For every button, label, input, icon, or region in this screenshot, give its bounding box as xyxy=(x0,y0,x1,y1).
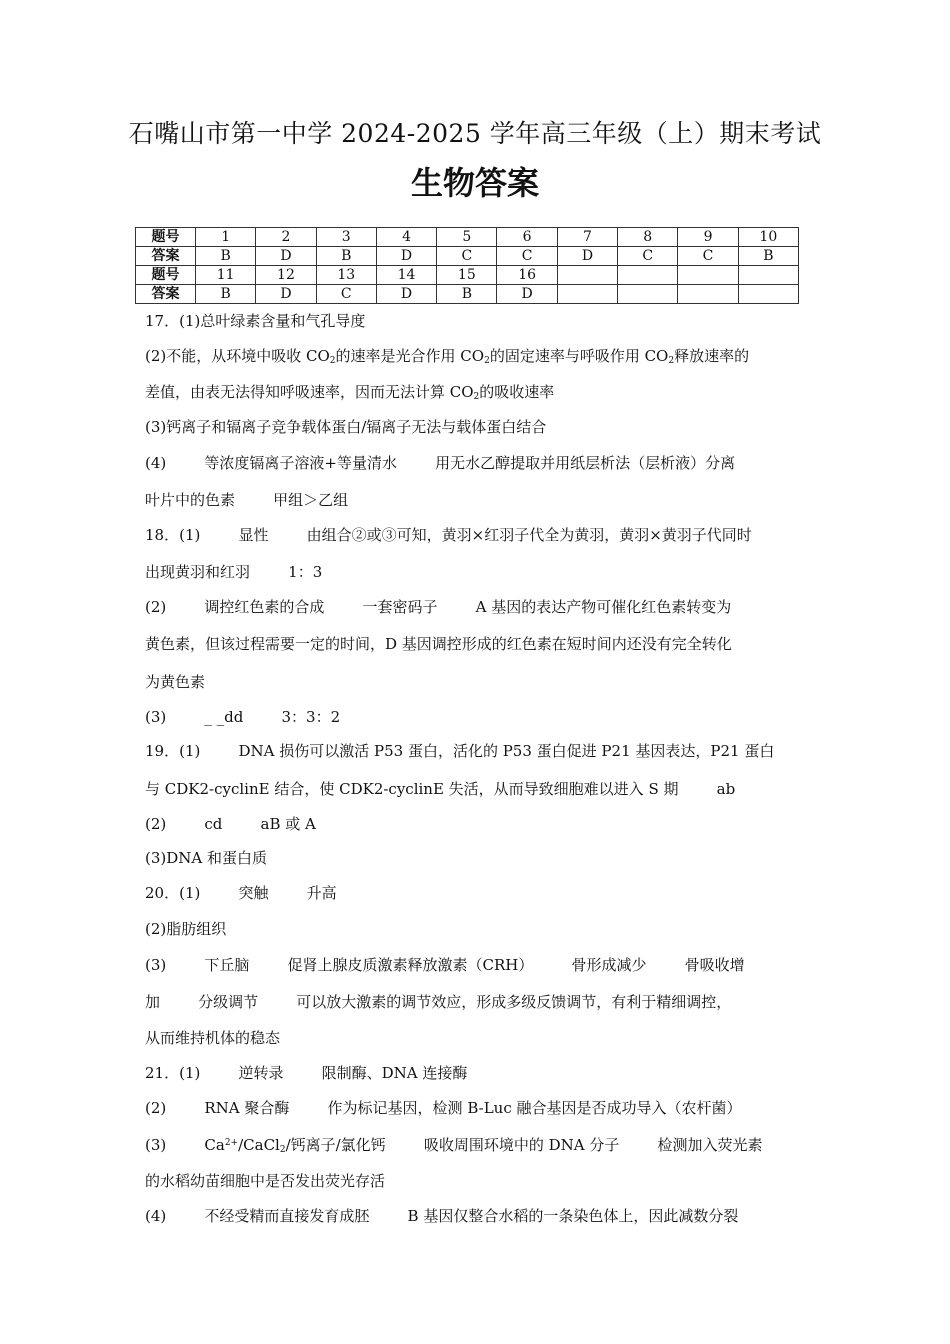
table-cell xyxy=(678,285,738,304)
text-span: 差值，由表无法得知呼吸速率，因而无法计算 CO xyxy=(145,383,474,401)
table-row xyxy=(136,285,799,304)
answer-line: (2) 调控红色素的合成 一套密码子 A 基因的表达产物可催化红色素转变为 xyxy=(145,598,732,616)
table-cell: 2 xyxy=(256,228,316,247)
subscript: 2 xyxy=(329,356,336,366)
table-cell: D xyxy=(376,247,436,266)
table-cell xyxy=(557,285,617,304)
table-cell: D xyxy=(376,285,436,304)
answer-line: 20．(1) 突触 升高 xyxy=(145,884,337,902)
table-cell: D xyxy=(256,247,316,266)
row-answer-label: 答案 xyxy=(136,285,196,304)
answer-line xyxy=(145,346,749,371)
table-cell xyxy=(618,266,678,285)
table-row xyxy=(136,228,799,247)
answer-line: (3)钙离子和镉离子竞争载体蛋白/镉离子无法与载体蛋白结合 xyxy=(145,418,547,436)
table-cell: D xyxy=(557,247,617,266)
answer-line xyxy=(145,1133,763,1160)
table-cell: D xyxy=(256,285,316,304)
page-title: 石嘴山市第一中学 2024-2025 学年高三年级（上）期末考试 xyxy=(128,119,822,148)
table-cell: 14 xyxy=(376,266,436,285)
table-cell: 15 xyxy=(437,266,497,285)
answer-line: (3) _ _dd 3：3：2 xyxy=(145,708,341,726)
table-cell: 3 xyxy=(316,228,376,247)
table-cell: 11 xyxy=(196,266,256,285)
answer-line: 为黄色素 xyxy=(145,673,206,691)
answer-line: 18．(1) 显性 由组合②或③可知，黄羽×红羽子代全为黄羽，黄羽×黄羽子代同时 xyxy=(145,526,752,544)
table-cell: 8 xyxy=(618,228,678,247)
answer-line: (2) cd aB 或 A xyxy=(145,815,316,833)
text-span: /CaCl xyxy=(238,1136,280,1154)
table-cell: 13 xyxy=(316,266,376,285)
table-cell: 5 xyxy=(437,228,497,247)
table-cell: B xyxy=(316,247,376,266)
answer-line: 黄色素，但该过程需要一定的时间，D 基因调控形成的红色素在短时间内还没有完全转化 xyxy=(145,635,732,653)
table-cell: C xyxy=(678,247,738,266)
text-span: (2)不能，从环境中吸收 CO xyxy=(145,347,330,365)
subscript: 2 xyxy=(668,356,675,366)
answer-table xyxy=(135,227,799,304)
answer-line: 与 CDK2-cyclinE 结合，使 CDK2-cyclinE 失活，从而导致细胞难以进入 S 期 ab xyxy=(145,780,736,798)
superscript: 2+ xyxy=(224,1138,239,1148)
table-cell xyxy=(557,266,617,285)
table-cell: B xyxy=(437,285,497,304)
table-cell xyxy=(738,266,798,285)
table-cell: B xyxy=(738,247,798,266)
answer-line: 从而维持机体的稳态 xyxy=(145,1029,281,1047)
table-cell: C xyxy=(497,247,557,266)
answer-line: 17．(1)总叶绿素含量和气孔导度 xyxy=(145,312,366,330)
subscript: 2 xyxy=(473,392,480,402)
table-cell: D xyxy=(497,285,557,304)
table-cell: 16 xyxy=(497,266,557,285)
answer-line: (3)DNA 和蛋白质 xyxy=(145,849,267,867)
text-span: 的速率是光合作用 CO xyxy=(335,347,485,365)
table-cell xyxy=(618,285,678,304)
table-cell xyxy=(738,285,798,304)
table-cell: 7 xyxy=(557,228,617,247)
table-cell: C xyxy=(316,285,376,304)
answer-line: (2) RNA 聚合酶 作为标记基因，检测 B-Luc 融合基因是否成功导入（农杆菌） xyxy=(145,1099,742,1117)
row-answer-label: 答案 xyxy=(136,247,196,266)
text-span: (3) Ca xyxy=(145,1136,225,1154)
table-cell: 12 xyxy=(256,266,316,285)
table-cell: 10 xyxy=(738,228,798,247)
row-header-label: 题号 xyxy=(136,228,196,247)
answer-line: 19．(1) DNA 损伤可以激活 P53 蛋白，活化的 P53 蛋白促进 P21 基因表达，P21 蛋白 xyxy=(145,742,775,760)
answer-line: 叶片中的色素 甲组＞乙组 xyxy=(145,491,349,509)
text-span: 的吸收速率 xyxy=(479,383,555,401)
table-cell xyxy=(678,266,738,285)
table-row xyxy=(136,266,799,285)
answer-line: (3) 下丘脑 促肾上腺皮质激素释放激素（CRH） 骨形成减少 骨吸收增 xyxy=(145,956,745,974)
table-cell: 1 xyxy=(196,228,256,247)
table-cell: 9 xyxy=(678,228,738,247)
table-cell: C xyxy=(618,247,678,266)
answer-line: (4) 等浓度镉离子溶液+等量清水 用无水乙醇提取并用纸层析法（层析液）分离 xyxy=(145,454,736,472)
answer-line: 21．(1) 逆转录 限制酶、DNA 连接酶 xyxy=(145,1064,468,1082)
table-cell: B xyxy=(196,285,256,304)
answer-line: 的水稻幼苗细胞中是否发出荧光存活 xyxy=(145,1172,386,1190)
table-cell: 4 xyxy=(376,228,436,247)
page-subtitle: 生物答案 xyxy=(410,164,539,202)
table-cell: 6 xyxy=(497,228,557,247)
answer-line xyxy=(145,382,554,407)
answer-line: 加 分级调节 可以放大激素的调节效应，形成多级反馈调节，有利于精细调控， xyxy=(145,993,732,1011)
answer-line: 出现黄羽和红羽 1：3 xyxy=(145,563,323,581)
answer-line: (2)脂肪组织 xyxy=(145,920,227,938)
text-span: 释放速率的 xyxy=(674,347,750,365)
answer-line: (4) 不经受精而直接发育成胚 B 基因仅整合水稻的一条染色体上，因此减数分裂 xyxy=(145,1207,739,1225)
subscript: 2 xyxy=(279,1145,286,1155)
table-row xyxy=(136,247,799,266)
text-span: /钙离子/氯化钙 吸收周围环境中的 DNA 分子 检测加入荧光素 xyxy=(285,1136,763,1154)
row-header-label: 题号 xyxy=(136,266,196,285)
text-span: 的固定速率与呼吸作用 CO xyxy=(489,347,669,365)
table-cell: C xyxy=(437,247,497,266)
table-cell: B xyxy=(196,247,256,266)
subscript: 2 xyxy=(484,356,490,366)
